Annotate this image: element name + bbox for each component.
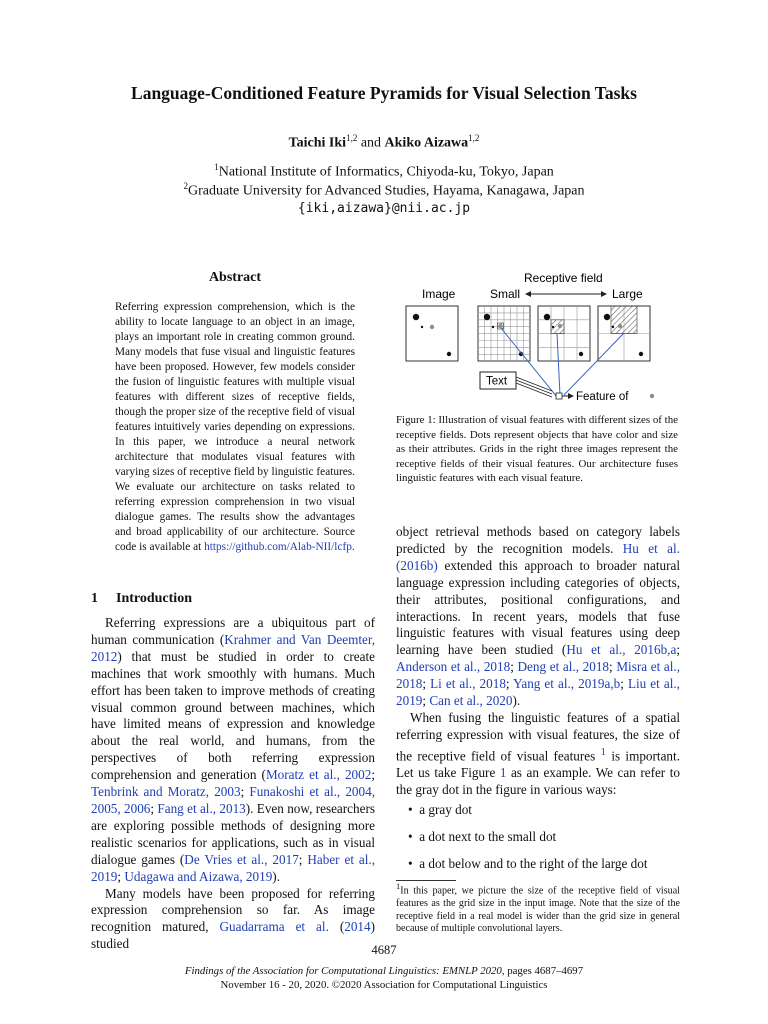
text-box-label: Text <box>486 375 508 388</box>
bullet-icon: • <box>408 856 413 871</box>
list-item-text: a gray dot <box>419 802 472 817</box>
citation[interactable]: Li et al., 2018 <box>430 676 506 692</box>
image-panel <box>406 306 458 361</box>
citation[interactable]: 2014 <box>344 919 371 935</box>
bullet-icon: • <box>408 802 413 817</box>
footer-line-1 <box>0 965 768 979</box>
citation[interactable]: Udagawa and Aizawa, 2019 <box>124 868 273 884</box>
intro-right-column <box>396 524 680 799</box>
affiliation-2-mark: 2 <box>183 181 188 191</box>
authors <box>0 133 768 152</box>
bullet-icon: • <box>408 829 413 844</box>
abstract-body <box>115 300 355 555</box>
list-item-text: a dot next to the small dot <box>419 829 557 844</box>
section-title: Introduction <box>116 591 192 606</box>
footnote <box>396 881 680 936</box>
list-item-text: a dot below and to the right of the large dot <box>419 856 648 871</box>
author-and: and <box>357 135 385 151</box>
affiliation-1-text: National Institute of Informatics, Chiyoda-ku, Tokyo, Japan <box>218 164 554 180</box>
citation[interactable]: Hu et al. (2016b) <box>396 540 680 573</box>
abstract-end: . <box>351 541 355 553</box>
author-2: Akiko Aizawa <box>384 135 469 151</box>
list-item <box>408 856 648 872</box>
intro-paragraph-2: Many models have been proposed for referring expression comprehension so far. As image recognition matured, Guadarrama et al. (2014) studied <box>91 885 375 952</box>
citation[interactable]: Misra et al., 2018 <box>396 659 681 692</box>
citation[interactable]: Haber et al., 2019 <box>91 851 375 884</box>
code-link[interactable]: https://github.com/Alab-NII/lcfp <box>204 541 352 553</box>
citation[interactable]: Yang et al., 2019a,b <box>513 676 621 692</box>
intro-left-column <box>91 615 375 953</box>
list-item <box>408 802 472 818</box>
small-grid-panel <box>478 306 530 361</box>
footer-line-2: November 16 - 20, 2020. ©2020 Association for Computational Linguistics <box>220 978 548 991</box>
page-footer <box>0 965 768 992</box>
abstract-text: Referring expression comprehension, which is the ability to locate language to an object in an image, plays an important role in creating common ground. Many models that fuse visual and linguistic features have been proposed. However, few models consider the fusion of linguistic features with multiple visual features with different sizes of receptive fields, though the proper size of the receptive field of visual features intuitively varies depending on expressions. In this paper, we introduce a neural network architecture that modulates visual features with varying sizes of receptive field by linguistic features. We evaluate our architecture on tasks related to referring expression comprehension in two visual dialogue games. The results show the advantages and broad applicability of our architecture. Source code is available at <box>115 301 355 553</box>
author-2-affil: 1,2 <box>468 133 480 143</box>
citation[interactable]: Deng et al., 2018 <box>517 659 610 675</box>
citation[interactable]: Can et al., 2020 <box>429 693 513 709</box>
page-number: 4687 <box>371 943 397 957</box>
footer-venue: Findings of the Association for Computational Linguistics: EMNLP 2020 <box>184 965 502 977</box>
right-paragraph-1: object retrieval methods based on category labels predicted by the recognition models. Hu et al. (2016b) extended this approach to broader natural language expression including categories of objects, their attributes, positional configurations, and interactions. In recent years, models that fuse linguistic features with visual features using deep learning have been studied (Hu et al., 2016b,a; Anderson et al., 2018; Deng et al., 2018; Misra et al., 2018; Li et al., 2018; Yang et al., 2019a,b; Liu et al., 2019; Can et al., 2020). <box>396 524 681 709</box>
citation[interactable]: De Vries et al., 2017 <box>184 851 299 867</box>
citation[interactable]: Guadarrama et al. <box>219 919 329 935</box>
figure-caption: Figure 1: Illustration of visual features with different sizes of the receptive fields. Dots represent objects that have color and size as their attributes. Grids in the right three images represent the receptive fields of their visual features. Our architecture fuses linguistic features with each visual feature. <box>396 414 678 484</box>
image-label: Image <box>422 287 456 301</box>
citation[interactable]: Tenbrink and Moratz, 2003 <box>91 784 241 800</box>
right-paragraph-2: When fusing the linguistic features of a spatial referring expression with visual features, the size of the receptive field of visual features $^1$ is important. Let us take Figure 1 as an example. We can refer to the gray dot in the figure in various ways: <box>396 709 680 797</box>
author-1: Taichi Iki <box>288 135 347 151</box>
receptive-field-label: Receptive field <box>524 271 603 285</box>
gray-dot-icon <box>650 394 654 398</box>
feature-label: Feature of <box>576 391 629 403</box>
citation[interactable]: Krahmer and Van Deemter, 2012 <box>91 631 376 664</box>
list-item <box>408 829 556 845</box>
text-arrows <box>516 377 552 397</box>
footnote-ref[interactable]: 1 <box>600 745 607 758</box>
citation[interactable]: Moratz et al., 2002 <box>265 767 372 783</box>
footnote-text: In this paper, we picture the size of the receptive field of visual features as the grid size in the input image. Note that the size of the receptive field in a real model is wider than the grid size in general because of multiple convolutional layers. <box>396 885 680 935</box>
affiliation-1 <box>0 162 768 181</box>
affiliation-2 <box>0 181 768 200</box>
paper-title: Language-Conditioned Feature Pyramids for Visual Selection Tasks <box>131 83 637 103</box>
citation[interactable]: Funakoshi et al., 2004, 2005, 2006 <box>91 784 375 816</box>
affiliation-1-mark: 1 <box>214 162 219 172</box>
small-label: Small <box>490 287 521 301</box>
citation[interactable]: Liu et al., 2019 <box>396 676 680 709</box>
citation[interactable]: Anderson et al., 2018 <box>396 659 511 675</box>
figure-ref[interactable]: 1 <box>499 765 507 781</box>
figure-1 <box>402 270 662 410</box>
feature-node <box>556 393 562 399</box>
citation[interactable]: Hu et al., 2016b,a <box>566 642 677 658</box>
large-label: Large <box>612 287 643 301</box>
citation[interactable]: Fang et al., 2013 <box>157 800 246 816</box>
section-number: 1 <box>91 591 98 606</box>
footer-pages: , pages 4687–4697 <box>501 965 584 977</box>
section-heading <box>91 591 210 607</box>
abstract-heading: Abstract <box>208 270 262 285</box>
author-email: {iki,aizawa}@nii.ac.jp <box>297 201 471 216</box>
medium-grid-panel <box>538 306 590 361</box>
affiliation-2-text: Graduate University for Advanced Studies, Hayama, Kanagawa, Japan <box>187 183 585 199</box>
intro-paragraph-1: Referring expressions are a ubiquitous part of human communication (Krahmer and Van Deemter, 2012) that must be studied in order to create machines that work smoothly with humans. Much effort has been taken to improve methods of creating visual common ground between machines, which have limited means of expression and knowledge about the real world, and humans, from the perspectives of both referring expression comprehension and generation (Moratz et al., 2002; Tenbrink and Moratz, 2003; Funakoshi et al., 2004, 2005, 2006; Fang et al., 2013). Even now, researchers are exploring possible methods of designing more realistic scenarios for applications, such as in visual dialogue games (De Vries et al., 2017; Haber et al., 2019; Udagawa and Aizawa, 2019). <box>91 615 376 884</box>
footnote-mark: 1 <box>396 882 401 891</box>
author-1-affil: 1,2 <box>346 133 358 143</box>
